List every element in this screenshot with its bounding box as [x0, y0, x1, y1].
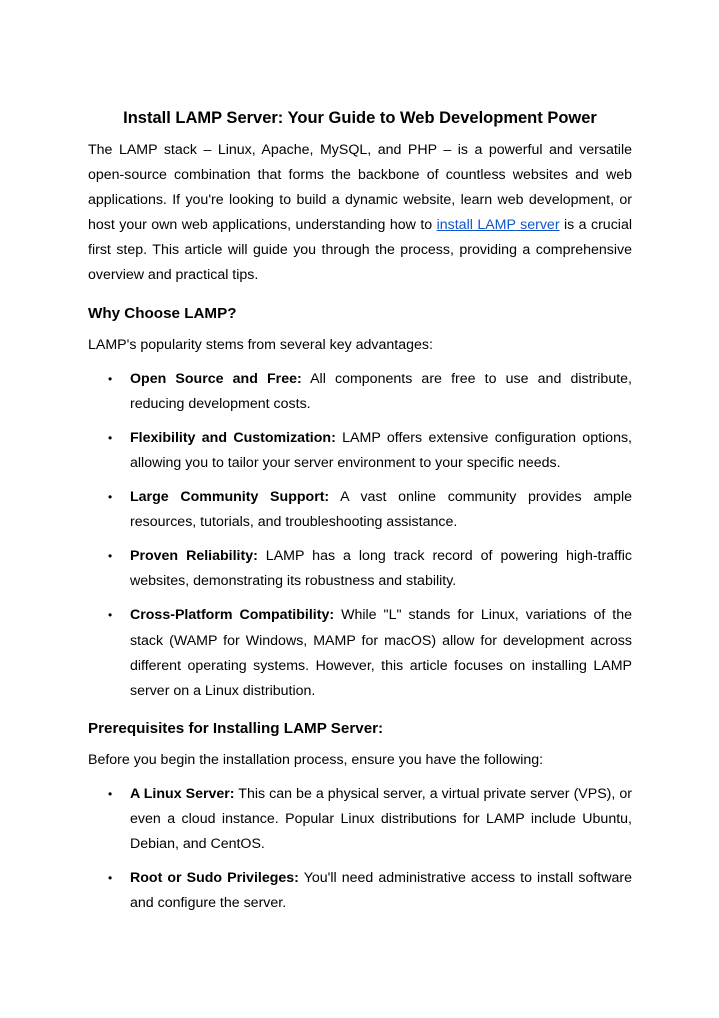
list-item-term: Root or Sudo Privileges: — [130, 870, 299, 887]
list-item-text: While "L" stands for Linux, variations of the stack (WAMP for Windows, MAMP for macOS) allow for development across different operating systems. However, this article focuses on installing LAMP server on a Linux distribution. — [130, 607, 632, 699]
list-item-text: You'll need administrative access to install software and configure the server. — [130, 870, 632, 912]
list-item — [88, 367, 632, 417]
bullet-icon: • — [108, 786, 113, 801]
list-item-text: This can be a physical server, a virtual private server (VPS), or even a cloud instance. Popular Linux distributions for LAMP include Ubuntu, Debian, and CentOS. — [130, 785, 632, 853]
prerequisites-heading: Prerequisites for Installing LAMP Server: — [88, 719, 384, 737]
list-item-term: A Linux Server: — [130, 785, 235, 802]
list-item-text: LAMP has a long track record of powering high-traffic websites, demonstrating its robustness and stability. — [130, 548, 632, 590]
list-item-text: LAMP offers extensive configuration options, allowing you to tailor your server environment to your specific needs. — [130, 429, 632, 471]
list-item-term: Large Community Support: — [130, 489, 330, 506]
list-item-term: Proven Reliability: — [130, 548, 258, 565]
list-item-text: A vast online community provides ample resources, tutorials, and troubleshooting assistance. — [130, 489, 632, 531]
list-item — [88, 485, 632, 535]
bullet-icon: • — [108, 371, 113, 386]
bullet-icon: • — [108, 608, 113, 623]
bullet-icon: • — [108, 549, 113, 564]
list-item — [88, 782, 632, 857]
why-choose-lamp-heading: Why Choose LAMP? — [88, 304, 237, 322]
bullet-icon: • — [108, 490, 113, 505]
list-item-text: All components are free to use and distribute, reducing development costs. — [130, 370, 632, 412]
bullet-icon: • — [108, 871, 113, 886]
list-item-term: Cross-Platform Compatibility: — [130, 607, 335, 624]
document-title: Install LAMP Server: Your Guide to Web Development Power — [123, 109, 597, 127]
list-item-term: Flexibility and Customization: — [130, 429, 336, 446]
prerequisites-lead: Before you begin the installation process, ensure you have the following: — [88, 751, 544, 768]
bullet-icon: • — [108, 430, 113, 445]
why-choose-lamp-lead: LAMP's popularity stems from several key advantages: — [88, 336, 433, 353]
advantages-list — [88, 367, 632, 704]
intro-text-after-link: is a crucial first step. This article will guide you through the process, providing a comprehensive overview and practical tips. — [88, 217, 632, 284]
list-item — [88, 866, 632, 916]
install-lamp-server-link[interactable]: install LAMP server — [436, 217, 560, 234]
intro-paragraph — [88, 138, 632, 289]
list-item — [88, 603, 632, 703]
list-item — [88, 426, 632, 476]
list-item-term: Open Source and Free: — [130, 370, 302, 387]
prerequisites-list — [88, 782, 632, 916]
intro-text-before-link: The LAMP stack – Linux, Apache, MySQL, and PHP – is a powerful and versatile open-source combination that forms the backbone of countless websites and web applications. If you're looking to build a dynamic website, learn web development, or host your own web applications, understanding how to — [88, 142, 632, 234]
list-item — [88, 544, 632, 594]
